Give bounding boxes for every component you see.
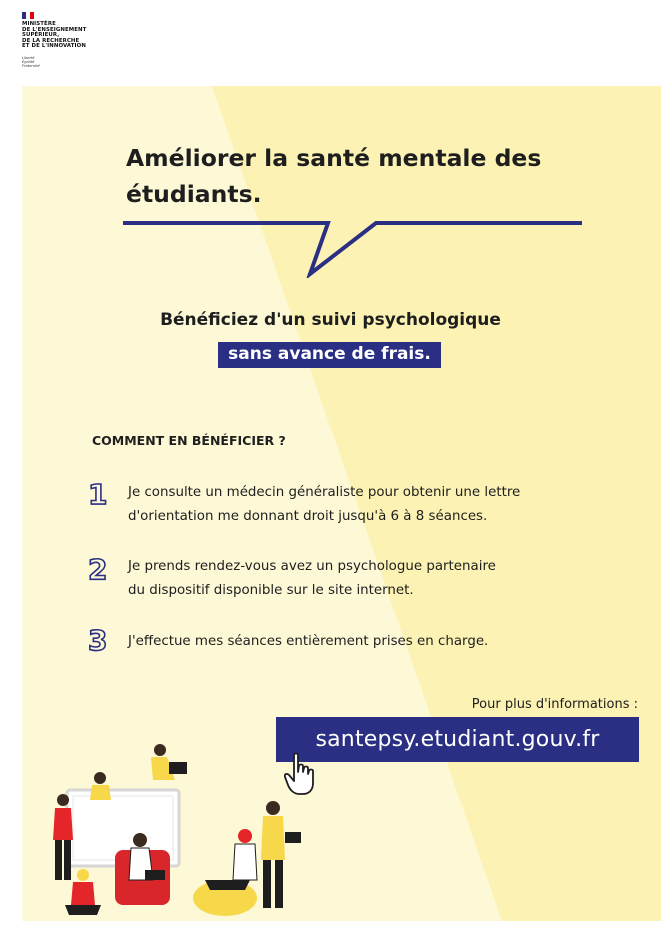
republic-motto: Liberté Égalité Fraternité <box>22 56 40 68</box>
headline: Améliorer la santé mentale des étudiants. <box>126 144 542 208</box>
ministry-name: MINISTÈRE DE L'ENSEIGNEMENT SUPÉRIEUR, DE LA RECHERCHE ET DE L'INNOVATION <box>22 21 87 50</box>
subtitle: Bénéficiez d'un suivi psychologique <box>160 310 501 330</box>
speech-bubble-tail-icon <box>120 208 585 278</box>
step-3-number: 3 <box>88 624 108 657</box>
highlight-container <box>0 342 661 368</box>
step-1-number: 1 <box>88 478 108 511</box>
highlight-banner: sans avance de frais. <box>218 342 441 368</box>
website-link[interactable]: santepsy.etudiant.gouv.fr <box>276 717 639 762</box>
students-illustration <box>45 740 315 920</box>
ministry-logo <box>22 12 112 76</box>
step-3-text: J'effectue mes séances entièrement prises en charge. <box>128 634 489 649</box>
step-2-text: Je prends rendez-vous avez un psychologue partenaire du dispositif disponible sur le site internet. <box>128 559 496 598</box>
person-left-head <box>57 794 69 806</box>
step-2-number: 2 <box>88 553 108 586</box>
more-info-label: Pour plus d'informations : <box>471 697 638 712</box>
step-1-text: Je consulte un médecin généraliste pour obtenir une lettre d'orientation me donnant droit jusqu'à 6 à 8 séances. <box>128 485 521 524</box>
howto-title: COMMENT EN BÉNÉFICIER ? <box>92 433 286 448</box>
french-flag-icon <box>22 12 34 19</box>
